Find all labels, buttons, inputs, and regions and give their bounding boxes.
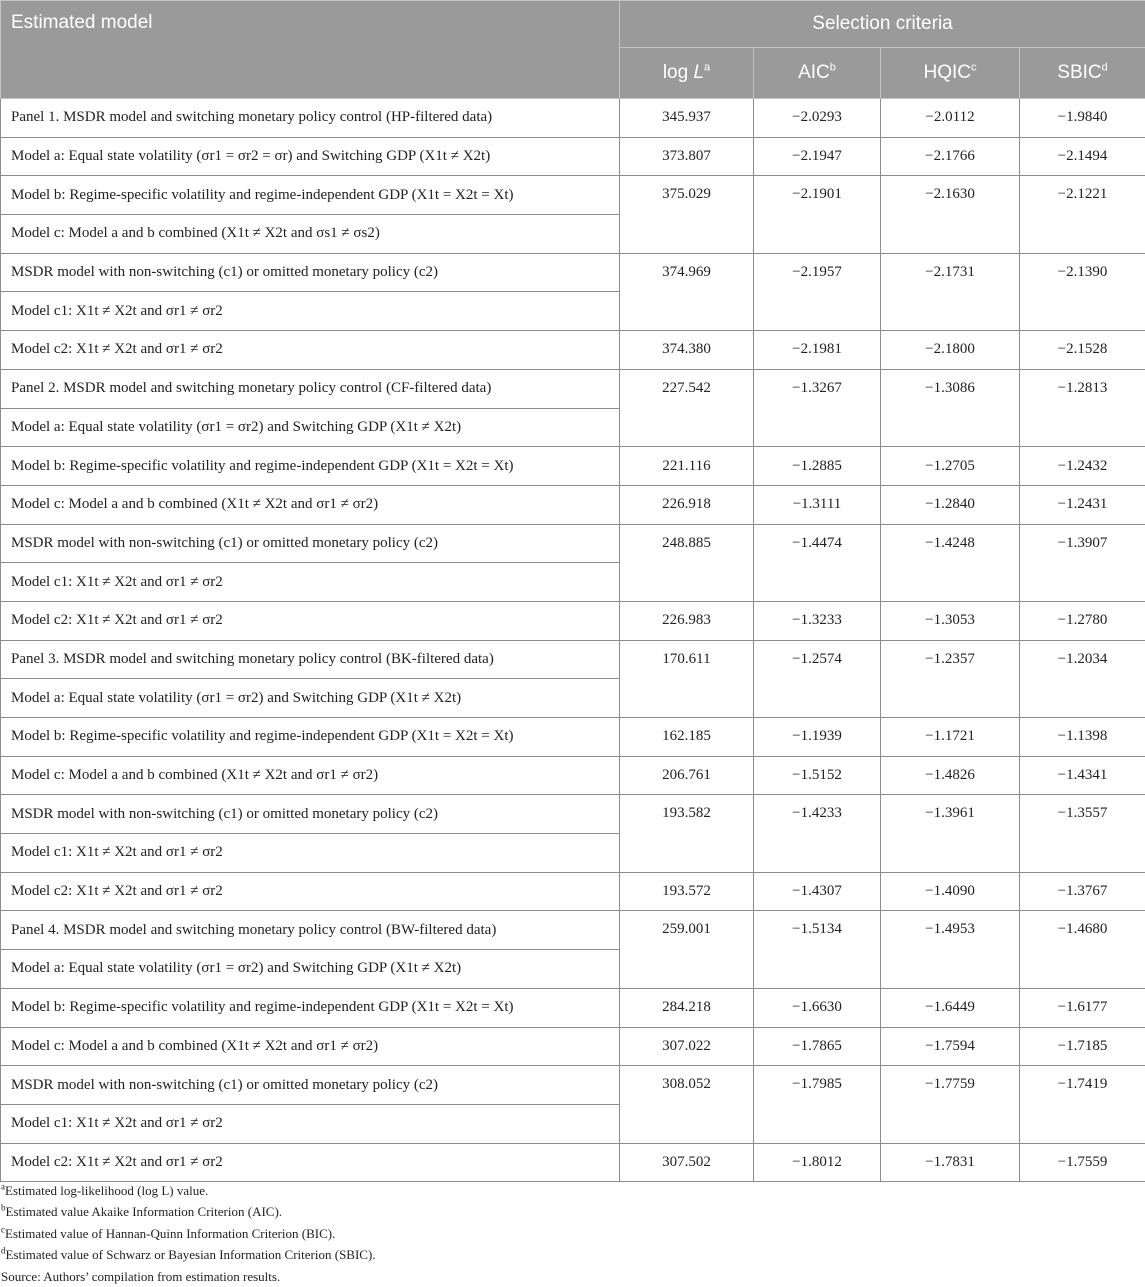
table-row	[1, 447, 1145, 486]
row-label: Model c1: X1t ≠ X2t and σr1 ≠ σr2	[1, 292, 620, 331]
aic-value: −2.1981	[754, 331, 881, 370]
hqic-value: −2.1630	[881, 176, 1020, 253]
row-label: MSDR model with non-switching (c1) or omitted monetary policy (c2)	[1, 253, 620, 292]
table-row	[1, 1027, 1145, 1066]
table-row	[1, 485, 1145, 524]
aic-value: −1.5134	[754, 911, 881, 988]
aic-header: AIC$^b$	[754, 48, 881, 99]
log-l-value: 307.022	[620, 1027, 754, 1066]
log-l-value: 373.807	[620, 137, 754, 176]
hqic-value: −2.1731	[881, 253, 1020, 330]
table-row	[1, 1143, 1145, 1182]
footnote-b: $^b$Estimated value Akaike Information Criterion (AIC).	[1, 1201, 376, 1222]
table-row	[1, 756, 1145, 795]
row-label: Model c2: X1t ≠ X2t and σr1 ≠ σr2	[1, 601, 620, 640]
hqic-value: −1.3086	[881, 369, 1020, 446]
aic-value: −1.5152	[754, 756, 881, 795]
table-row	[1, 253, 1145, 292]
row-label: MSDR model with non-switching (c1) or omitted monetary policy (c2)	[1, 524, 620, 563]
table-row	[1, 176, 1145, 215]
row-label: Model c2: X1t ≠ X2t and σr1 ≠ σr2	[1, 1143, 620, 1182]
row-label: Model c: Model a and b combined (X1t ≠ X2t and σr1 ≠ σr2)	[1, 1027, 620, 1066]
row-label: Model c: Model a and b combined (X1t ≠ X2t and σr1 ≠ σr2)	[1, 485, 620, 524]
log-l-value: 259.001	[620, 911, 754, 988]
sbic-value: −2.1528	[1020, 331, 1145, 370]
row-label: Model c1: X1t ≠ X2t and σr1 ≠ σr2	[1, 563, 620, 602]
table-row	[1, 718, 1145, 757]
table-row	[1, 872, 1145, 911]
table-row	[1, 524, 1145, 563]
row-label: Model c1: X1t ≠ X2t and σr1 ≠ σr2	[1, 834, 620, 873]
sbic-value: −2.1390	[1020, 253, 1145, 330]
aic-value: −1.3233	[754, 601, 881, 640]
footnote-a: $^a$Estimated log-likelihood (log L) value.	[1, 1180, 376, 1201]
log-l-value: 226.918	[620, 485, 754, 524]
hqic-value: −1.7594	[881, 1027, 1020, 1066]
log-l-value: 206.761	[620, 756, 754, 795]
sbic-value: −1.7185	[1020, 1027, 1145, 1066]
sbic-value: −1.2431	[1020, 485, 1145, 524]
hqic-value: −1.1721	[881, 718, 1020, 757]
row-label: Model b: Regime-specific volatility and regime-independent GDP (X1t = X2t = Xt)	[1, 176, 620, 215]
sbic-value: −1.2813	[1020, 369, 1145, 446]
hqic-value: −1.7831	[881, 1143, 1020, 1182]
hqic-value: −1.2357	[881, 640, 1020, 717]
log-l-value: 170.611	[620, 640, 754, 717]
row-label: MSDR model with non-switching (c1) or omitted monetary policy (c2)	[1, 795, 620, 834]
sbic-header: SBIC$^d$	[1020, 48, 1145, 99]
hqic-value: −1.4953	[881, 911, 1020, 988]
row-label: MSDR model with non-switching (c1) or omitted monetary policy (c2)	[1, 1066, 620, 1105]
hqic-value: −1.6449	[881, 988, 1020, 1027]
hqic-value: −1.4090	[881, 872, 1020, 911]
footnote-d: $^d$Estimated value of Schwarz or Bayesian Information Criterion (SBIC).	[1, 1244, 376, 1265]
aic-value: −1.8012	[754, 1143, 881, 1182]
table-footnotes	[0, 1180, 376, 1287]
hqic-value: −1.2705	[881, 447, 1020, 486]
sbic-value: −2.1221	[1020, 176, 1145, 253]
hqic-value: −1.7759	[881, 1066, 1020, 1143]
hqic-value: −1.3961	[881, 795, 1020, 872]
table-row	[1, 988, 1145, 1027]
hqic-value: −2.1800	[881, 331, 1020, 370]
sbic-value: −1.4680	[1020, 911, 1145, 988]
aic-value: −1.4474	[754, 524, 881, 601]
log-l-value: 374.969	[620, 253, 754, 330]
row-label: Model a: Equal state volatility (σr1 = σr2) and Switching GDP (X1t ≠ X2t)	[1, 679, 620, 718]
sbic-value: −1.3557	[1020, 795, 1145, 872]
log-l-header: $\log L^a$	[620, 48, 754, 99]
aic-value: −1.6630	[754, 988, 881, 1027]
aic-value: −2.0293	[754, 99, 881, 138]
row-label: Panel 2. MSDR model and switching monetary policy control (CF-filtered data)	[1, 369, 620, 408]
log-l-value: 227.542	[620, 369, 754, 446]
hqic-value: −1.2840	[881, 485, 1020, 524]
sbic-value: −1.7559	[1020, 1143, 1145, 1182]
log-l-value: 248.885	[620, 524, 754, 601]
row-label: Model c2: X1t ≠ X2t and σr1 ≠ σr2	[1, 872, 620, 911]
log-l-value: 193.582	[620, 795, 754, 872]
row-label: Model b: Regime-specific volatility and regime-independent GDP (X1t = X2t = Xt)	[1, 447, 620, 486]
source-note: Source: Authors’ compilation from estimation results.	[1, 1266, 376, 1287]
sbic-value: −1.3907	[1020, 524, 1145, 601]
row-label: Model c: Model a and b combined (X1t ≠ X2t and σr1 ≠ σr2)	[1, 756, 620, 795]
estimated-model-header: Estimated model	[1, 1, 620, 99]
row-label: Model c: Model a and b combined (X1t ≠ X2t and σs1 ≠ σs2)	[1, 215, 620, 254]
sbic-value: −1.9840	[1020, 99, 1145, 138]
log-l-value: 375.029	[620, 176, 754, 253]
table-row	[1, 1066, 1145, 1105]
log-l-value: 221.116	[620, 447, 754, 486]
aic-value: −1.7985	[754, 1066, 881, 1143]
aic-value: −2.1947	[754, 137, 881, 176]
row-label: Model c2: X1t ≠ X2t and σr1 ≠ σr2	[1, 331, 620, 370]
table-row	[1, 331, 1145, 370]
sbic-value: −1.1398	[1020, 718, 1145, 757]
hqic-value: −1.3053	[881, 601, 1020, 640]
row-label: Model a: Equal state volatility (σr1 = σr2) and Switching GDP (X1t ≠ X2t)	[1, 950, 620, 989]
aic-value: −1.7865	[754, 1027, 881, 1066]
sbic-value: −1.7419	[1020, 1066, 1145, 1143]
log-l-value: 162.185	[620, 718, 754, 757]
sbic-value: −2.1494	[1020, 137, 1145, 176]
row-label: Model b: Regime-specific volatility and regime-independent GDP (X1t = X2t = Xt)	[1, 988, 620, 1027]
table-row	[1, 137, 1145, 176]
row-label: Model a: Equal state volatility (σr1 = σr2 = σr) and Switching GDP (X1t ≠ X2t)	[1, 137, 620, 176]
aic-value: −1.4233	[754, 795, 881, 872]
table-row	[1, 795, 1145, 834]
aic-value: −1.3267	[754, 369, 881, 446]
aic-value: −2.1901	[754, 176, 881, 253]
hqic-value: −2.0112	[881, 99, 1020, 138]
table-row	[1, 911, 1145, 950]
sbic-value: −1.4341	[1020, 756, 1145, 795]
table-row	[1, 369, 1145, 408]
log-l-value: 308.052	[620, 1066, 754, 1143]
table-row	[1, 640, 1145, 679]
log-l-value: 284.218	[620, 988, 754, 1027]
hqic-value: −1.4248	[881, 524, 1020, 601]
row-label: Model c1: X1t ≠ X2t and σr1 ≠ σr2	[1, 1104, 620, 1143]
row-label: Panel 1. MSDR model and switching monetary policy control (HP-filtered data)	[1, 99, 620, 138]
log-l-value: 345.937	[620, 99, 754, 138]
selection-criteria-header: Selection criteria	[620, 1, 1145, 48]
aic-value: −1.1939	[754, 718, 881, 757]
hqic-header: HQIC$^c$	[881, 48, 1020, 99]
hqic-value: −2.1766	[881, 137, 1020, 176]
row-label: Panel 3. MSDR model and switching monetary policy control (BK-filtered data)	[1, 640, 620, 679]
log-l-value: 193.572	[620, 872, 754, 911]
log-l-value: 226.983	[620, 601, 754, 640]
sbic-value: −1.3767	[1020, 872, 1145, 911]
log-l-value: 307.502	[620, 1143, 754, 1182]
row-label: Model a: Equal state volatility (σr1 = σr2) and Switching GDP (X1t ≠ X2t)	[1, 408, 620, 447]
aic-value: −1.3111	[754, 485, 881, 524]
sbic-value: −1.2432	[1020, 447, 1145, 486]
row-label: Panel 4. MSDR model and switching monetary policy control (BW-filtered data)	[1, 911, 620, 950]
footnote-c: $^c$Estimated value of Hannan-Quinn Information Criterion (BIC).	[1, 1223, 376, 1244]
aic-value: −1.2574	[754, 640, 881, 717]
aic-value: −2.1957	[754, 253, 881, 330]
table-row	[1, 601, 1145, 640]
sbic-value: −1.2780	[1020, 601, 1145, 640]
aic-value: −1.4307	[754, 872, 881, 911]
table-row	[1, 99, 1145, 138]
sbic-value: −1.2034	[1020, 640, 1145, 717]
aic-value: −1.2885	[754, 447, 881, 486]
sbic-value: −1.6177	[1020, 988, 1145, 1027]
row-label: Model b: Regime-specific volatility and regime-independent GDP (X1t = X2t = Xt)	[1, 718, 620, 757]
log-l-value: 374.380	[620, 331, 754, 370]
hqic-value: −1.4826	[881, 756, 1020, 795]
